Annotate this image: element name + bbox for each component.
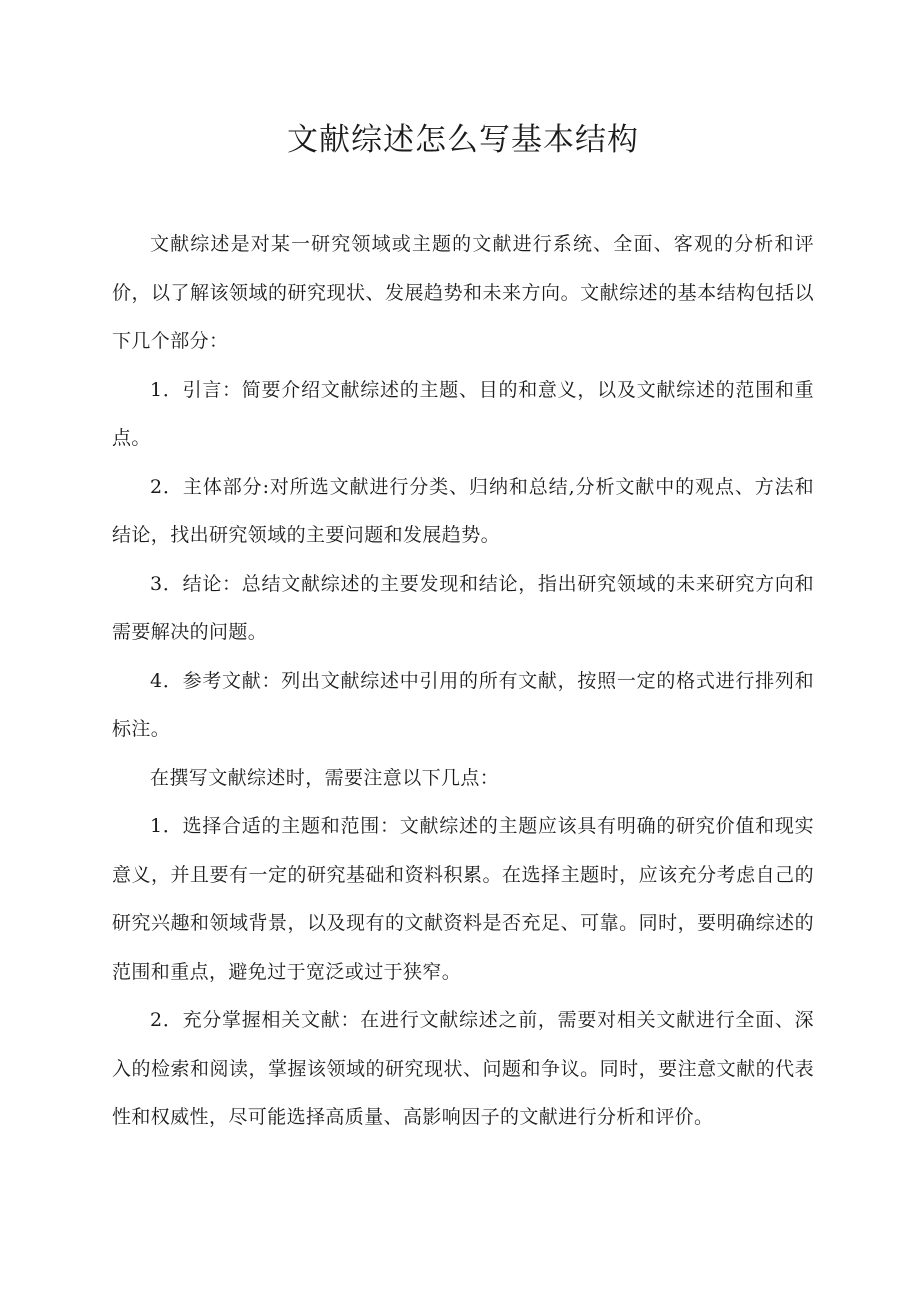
intro-paragraph: 文献综述是对某一研究领域或主题的文献进行系统、全面、客观的分析和评价，以了解该领域的研究现状、发展趋势和未来方向。文献综述的基本结构包括以下几个部分： (112, 233, 814, 352)
structure-item-references: 4．参考文献：列出文献综述中引用的所有文献，按照一定的格式进行排列和标注。 (112, 669, 814, 740)
structure-item-introduction: 1．引言：简要介绍文献综述的主题、目的和意义，以及文献综述的范围和重点。 (112, 378, 814, 449)
structure-item-conclusion: 3．结论：总结文献综述的主要发现和结论，指出研究领域的未来研究方向和需要解决的问题。 (112, 572, 814, 643)
notes-heading-paragraph: 在撰写文献综述时，需要注意以下几点： (150, 766, 500, 789)
note-item-topic-scope: 1．选择合适的主题和范围：文献综述的主题应该具有明确的研究价值和现实意义，并且要有一定的研究基础和资料积累。在选择主题时，应该充分考虑自己的研究兴趣和领域背景，以及现有的文献资料是否充足、可靠。同时，要明确综述的范围和重点，避免过于宽泛或过于狭窄。 (112, 815, 814, 983)
structure-item-main-body: 2．主体部分:对所选文献进行分类、归纳和总结,分析文献中的观点、方法和结论，找出研究领域的主要问题和发展趋势。 (112, 475, 814, 546)
document-title: 文献综述怎么写基本结构 (287, 122, 639, 158)
note-item-literature-mastery: 2．充分掌握相关文献：在进行文献综述之前，需要对相关文献进行全面、深入的检索和阅读，掌握该领域的研究现状、问题和争议。同时，要注意文献的代表性和权威性，尽可能选择高质量、高影响因子的文献进行分析和评价。 (112, 1009, 814, 1128)
